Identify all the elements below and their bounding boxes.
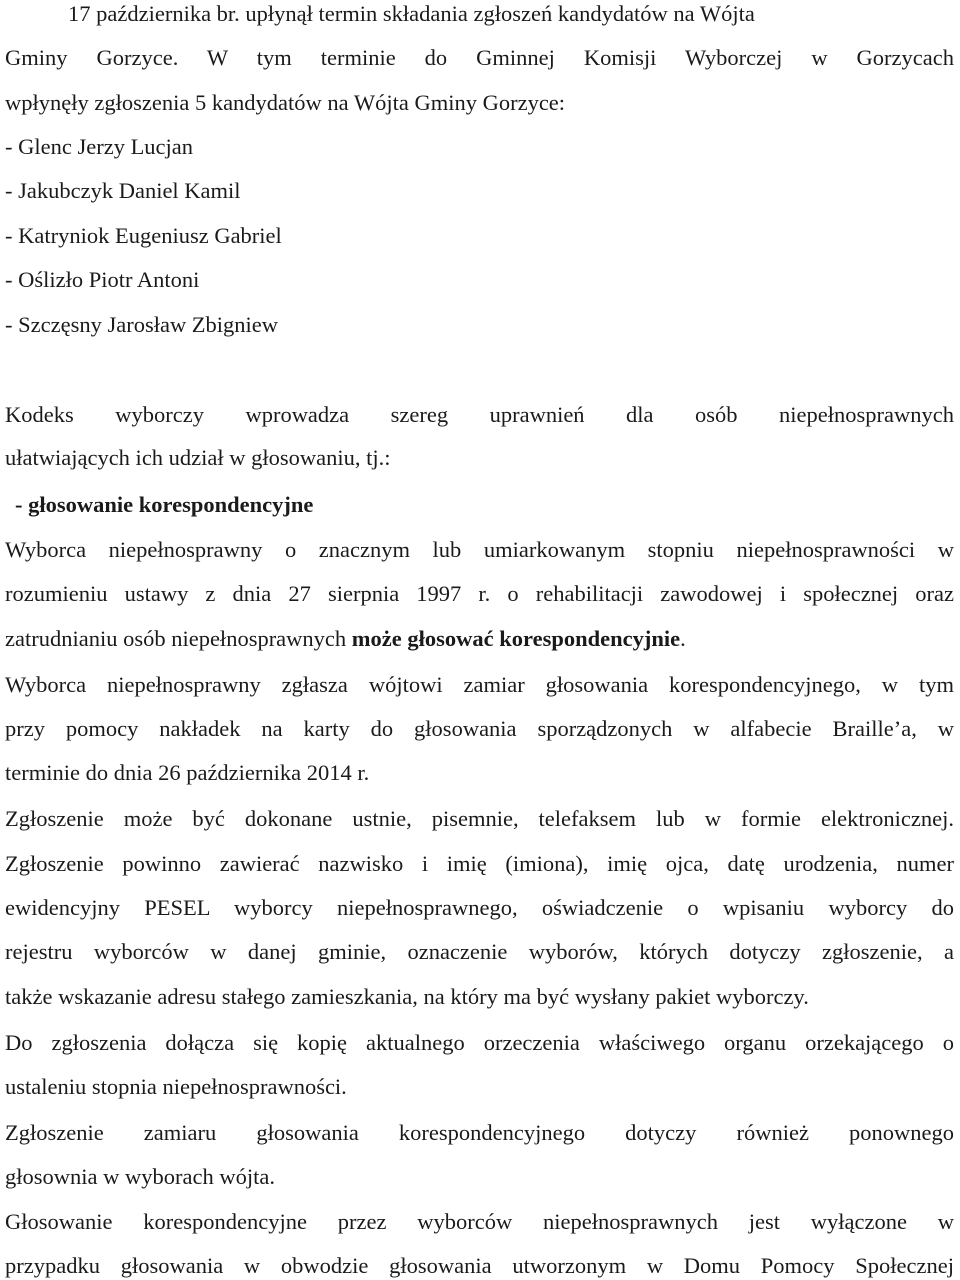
text-line: rejestru wyborców w danej gminie, oznaczenie wyborów, których dotyczy zgłoszenie, a	[5, 939, 954, 964]
candidate-item: - Szczęsny Jarosław Zbigniew	[5, 312, 279, 337]
text-line: wpłynęły zgłoszenia 5 kandydatów na Wójta Gminy Gorzyce:	[5, 90, 566, 115]
section-heading: - głosowanie korespondencyjne	[15, 492, 314, 517]
text-line: przypadku głosowania w obwodzie głosowania utworzonym w Domu Pomocy Społecznej	[5, 1253, 954, 1278]
candidate-item: - Oślizło Piotr Antoni	[5, 267, 200, 292]
text-line: Zgłoszenie zamiaru głosowania korespondencyjnego dotyczy również ponownego	[5, 1120, 954, 1145]
text-line: 17 października br. upłynął termin składania zgłoszeń kandydatów na Wójta	[68, 1, 755, 26]
text-line: rozumieniu ustawy z dnia 27 sierpnia 1997 r. o rehabilitacji zawodowej i społecznej oraz	[5, 581, 954, 606]
text-line: ustaleniu stopnia niepełnosprawności.	[5, 1074, 347, 1099]
text-line: Zgłoszenie powinno zawierać nazwisko i imię (imiona), imię ojca, datę urodzenia, numer	[5, 851, 954, 876]
text-line: Gminy Gorzyce. W tym terminie do Gminnej Komisji Wyborczej w Gorzycach	[5, 45, 954, 70]
text-line: ułatwiających ich udział w głosowaniu, tj.:	[5, 445, 391, 470]
text-line: także wskazanie adresu stałego zamieszkania, na który ma być wysłany pakiet wyborczy.	[5, 984, 809, 1009]
text-line: głosownia w wyborach wójta.	[5, 1164, 275, 1189]
text-line: Wyborca niepełnosprawny o znacznym lub umiarkowanym stopniu niepełnosprawności w	[5, 537, 954, 562]
text-line	[5, 625, 954, 653]
candidate-item: - Katryniok Eugeniusz Gabriel	[5, 223, 282, 248]
bold-emphasis: może głosować korespondencyjnie	[351, 626, 681, 651]
text-line: Zgłoszenie może być dokonane ustnie, pisemnie, telefaksem lub w formie elektronicznej.	[5, 806, 954, 831]
candidate-item: - Glenc Jerzy Lucjan	[5, 134, 194, 159]
candidate-item: - Jakubczyk Daniel Kamil	[5, 178, 241, 203]
text-line: Głosowanie korespondencyjne przez wyborców niepełnosprawnych jest wyłączone w	[5, 1209, 954, 1234]
text-line: Do zgłoszenia dołącza się kopię aktualnego orzeczenia właściwego organu orzekającego o	[5, 1030, 954, 1055]
text-line: Kodeks wyborczy wprowadza szereg uprawnień dla osób niepełnosprawnych	[5, 402, 954, 427]
text-line: ewidencyjny PESEL wyborcy niepełnosprawnego, oświadczenie o wpisaniu wyborcy do	[5, 895, 954, 920]
text-punct: .	[680, 626, 686, 651]
text-line: przy pomocy nakładek na karty do głosowania sporządzonych w alfabecie Braille’a, w	[5, 716, 954, 741]
text-line: Wyborca niepełnosprawny zgłasza wójtowi zamiar głosowania korespondencyjnego, w tym	[5, 672, 954, 697]
text-line: terminie do dnia 26 października 2014 r.	[5, 760, 370, 785]
text-plain: zatrudnianiu osób niepełnosprawnych	[5, 626, 352, 651]
